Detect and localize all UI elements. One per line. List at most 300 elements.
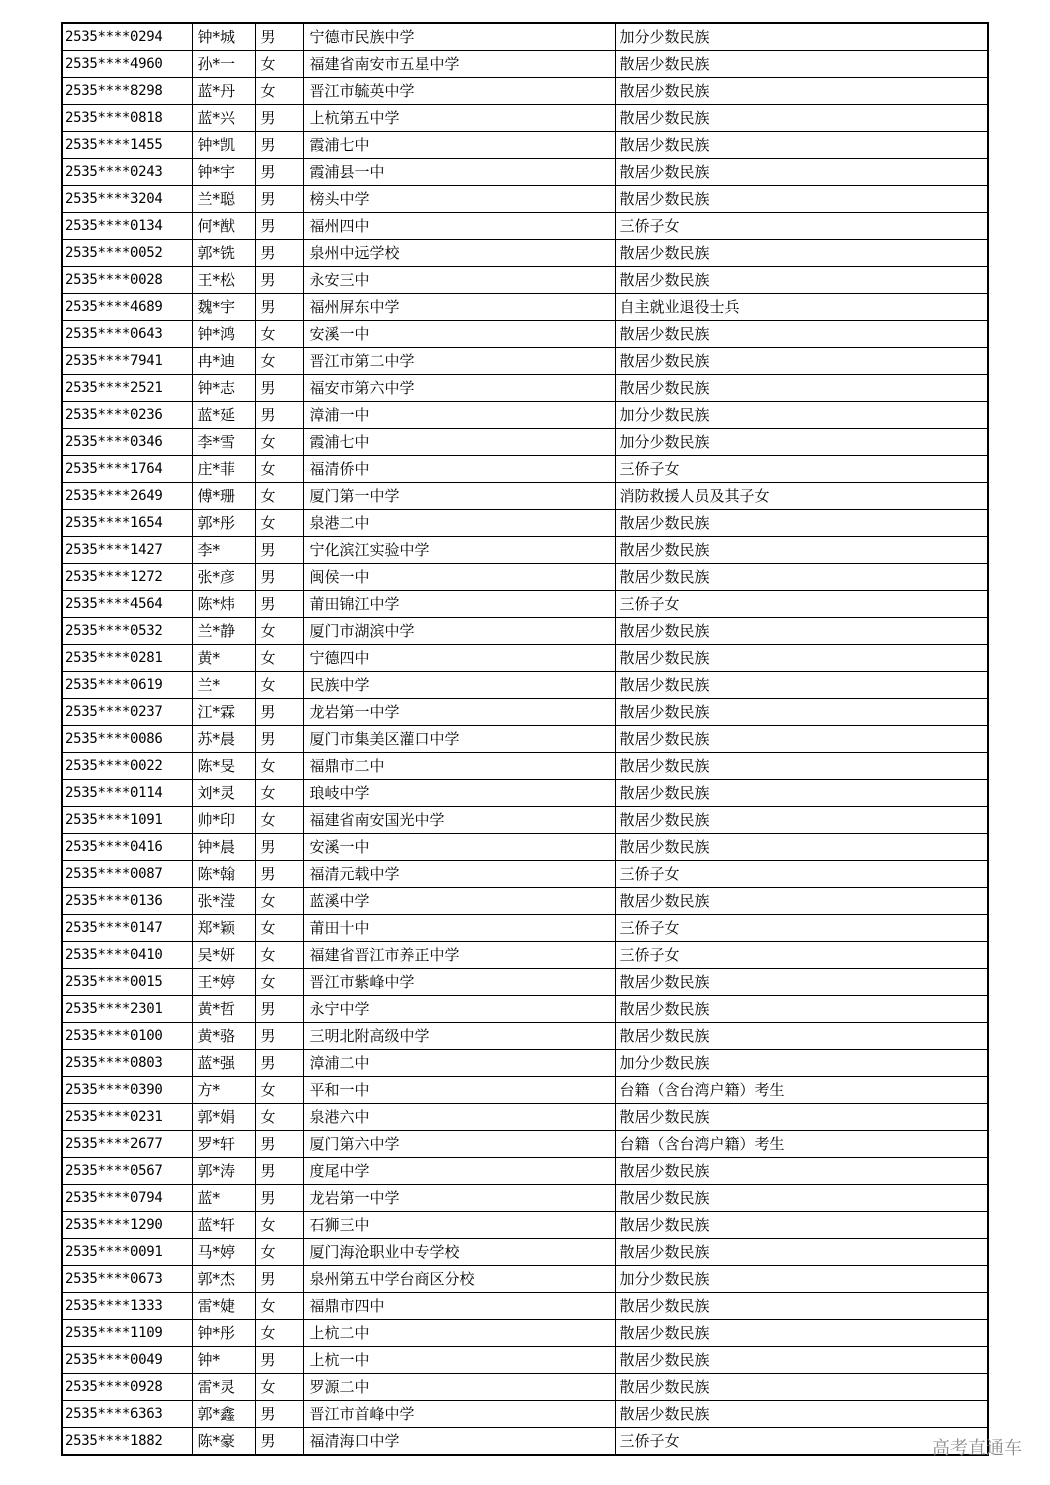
name-cell: 帅*印 [192, 807, 255, 834]
table-row [62, 753, 988, 780]
name-cell: 钟* [192, 1347, 255, 1374]
category-cell: 加分少数民族 [615, 23, 988, 51]
table-row [62, 105, 988, 132]
name-cell: 钟*志 [192, 375, 255, 402]
category-cell: 散居少数民族 [615, 726, 988, 753]
school-cell: 上杭二中 [303, 1320, 615, 1347]
table-row [62, 888, 988, 915]
school-cell: 榜头中学 [303, 186, 615, 213]
table-row [62, 1185, 988, 1212]
exam-number-cell: 2535****4689 [62, 294, 192, 321]
category-cell: 散居少数民族 [615, 672, 988, 699]
exam-number-cell: 2535****0928 [62, 1374, 192, 1401]
name-cell: 何*猷 [192, 213, 255, 240]
gender-cell: 男 [255, 213, 303, 240]
exam-number-cell: 2535****6363 [62, 1401, 192, 1428]
school-cell: 上杭一中 [303, 1347, 615, 1374]
table-row [62, 618, 988, 645]
category-cell: 散居少数民族 [615, 1212, 988, 1239]
gender-cell: 女 [255, 1293, 303, 1320]
category-cell: 散居少数民族 [615, 105, 988, 132]
category-cell: 散居少数民族 [615, 645, 988, 672]
name-cell: 王*松 [192, 267, 255, 294]
name-cell: 刘*灵 [192, 780, 255, 807]
exam-number-cell: 2535****4960 [62, 51, 192, 78]
table-row [62, 321, 988, 348]
exam-number-cell: 2535****0231 [62, 1104, 192, 1131]
category-cell: 散居少数民族 [615, 1185, 988, 1212]
school-cell: 泉州第五中学台商区分校 [303, 1266, 615, 1293]
school-cell: 福清海口中学 [303, 1428, 615, 1456]
table-row [62, 861, 988, 888]
category-cell: 散居少数民族 [615, 321, 988, 348]
gender-cell: 女 [255, 483, 303, 510]
exam-number-cell: 2535****0022 [62, 753, 192, 780]
school-cell: 宁德四中 [303, 645, 615, 672]
name-cell: 冉*迪 [192, 348, 255, 375]
exam-number-cell: 2535****1427 [62, 537, 192, 564]
name-cell: 陈*翰 [192, 861, 255, 888]
name-cell: 郭*鑫 [192, 1401, 255, 1428]
category-cell: 散居少数民族 [615, 753, 988, 780]
school-cell: 厦门第六中学 [303, 1131, 615, 1158]
school-cell: 闽侯一中 [303, 564, 615, 591]
gender-cell: 女 [255, 51, 303, 78]
gender-cell: 男 [255, 1401, 303, 1428]
gender-cell: 女 [255, 510, 303, 537]
name-cell: 苏*晨 [192, 726, 255, 753]
table-row [62, 969, 988, 996]
school-cell: 度尾中学 [303, 1158, 615, 1185]
category-cell: 散居少数民族 [615, 1347, 988, 1374]
school-cell: 厦门市湖滨中学 [303, 618, 615, 645]
category-cell: 散居少数民族 [615, 564, 988, 591]
exam-number-cell: 2535****0028 [62, 267, 192, 294]
gender-cell: 女 [255, 78, 303, 105]
name-cell: 蓝*延 [192, 402, 255, 429]
name-cell: 黄*骆 [192, 1023, 255, 1050]
exam-number-cell: 2535****0346 [62, 429, 192, 456]
name-cell: 郑*颖 [192, 915, 255, 942]
gender-cell: 男 [255, 159, 303, 186]
school-cell: 蓝溪中学 [303, 888, 615, 915]
name-cell: 傅*珊 [192, 483, 255, 510]
gender-cell: 男 [255, 132, 303, 159]
table-row [62, 429, 988, 456]
category-cell: 加分少数民族 [615, 1050, 988, 1077]
category-cell: 台籍（含台湾户籍）考生 [615, 1077, 988, 1104]
table-row [62, 1104, 988, 1131]
gender-cell: 女 [255, 618, 303, 645]
category-cell: 三侨子女 [615, 915, 988, 942]
exam-number-cell: 2535****0567 [62, 1158, 192, 1185]
table-row [62, 132, 988, 159]
exam-number-cell: 2535****8298 [62, 78, 192, 105]
school-cell: 福建省晋江市养正中学 [303, 942, 615, 969]
name-cell: 钟*凯 [192, 132, 255, 159]
category-cell: 散居少数民族 [615, 186, 988, 213]
table-row [62, 699, 988, 726]
table-row [62, 537, 988, 564]
school-cell: 三明北附高级中学 [303, 1023, 615, 1050]
exam-number-cell: 2535****0236 [62, 402, 192, 429]
category-cell: 散居少数民族 [615, 1239, 988, 1266]
gender-cell: 男 [255, 375, 303, 402]
name-cell: 黄*哲 [192, 996, 255, 1023]
exam-number-cell: 2535****1654 [62, 510, 192, 537]
table-row [62, 564, 988, 591]
exam-number-cell: 2535****0136 [62, 888, 192, 915]
exam-number-cell: 2535****0410 [62, 942, 192, 969]
table-row [62, 159, 988, 186]
exam-number-cell: 2535****1272 [62, 564, 192, 591]
gender-cell: 男 [255, 294, 303, 321]
table-row [62, 1023, 988, 1050]
exam-number-cell: 2535****1290 [62, 1212, 192, 1239]
name-cell: 陈*豪 [192, 1428, 255, 1456]
exam-number-cell: 2535****0052 [62, 240, 192, 267]
name-cell: 郭*铣 [192, 240, 255, 267]
name-cell: 雷*婕 [192, 1293, 255, 1320]
table-row [62, 834, 988, 861]
exam-number-cell: 2535****0818 [62, 105, 192, 132]
exam-number-cell: 2535****1882 [62, 1428, 192, 1456]
exam-number-cell: 2535****2649 [62, 483, 192, 510]
school-cell: 安溪一中 [303, 834, 615, 861]
exam-number-cell: 2535****0794 [62, 1185, 192, 1212]
category-cell: 消防救援人员及其子女 [615, 483, 988, 510]
watermark-text: 高考直通车 [932, 1438, 1022, 1459]
name-cell: 吴*妍 [192, 942, 255, 969]
gender-cell: 女 [255, 348, 303, 375]
name-cell: 蓝*强 [192, 1050, 255, 1077]
name-cell: 李* [192, 537, 255, 564]
exam-number-cell: 2535****1764 [62, 456, 192, 483]
school-cell: 莆田十中 [303, 915, 615, 942]
exam-number-cell: 2535****0281 [62, 645, 192, 672]
category-cell: 散居少数民族 [615, 888, 988, 915]
table-row [62, 240, 988, 267]
gender-cell: 男 [255, 699, 303, 726]
exam-number-cell: 2535****0643 [62, 321, 192, 348]
category-cell: 散居少数民族 [615, 834, 988, 861]
school-cell: 泉港六中 [303, 1104, 615, 1131]
name-cell: 兰*聪 [192, 186, 255, 213]
table-row [62, 1347, 988, 1374]
school-cell: 龙岩第一中学 [303, 1185, 615, 1212]
gender-cell: 男 [255, 564, 303, 591]
exam-number-cell: 2535****0015 [62, 969, 192, 996]
category-cell: 散居少数民族 [615, 1401, 988, 1428]
table-row [62, 402, 988, 429]
exam-number-cell: 2535****0532 [62, 618, 192, 645]
gender-cell: 男 [255, 23, 303, 51]
school-cell: 福州屏东中学 [303, 294, 615, 321]
gender-cell: 女 [255, 1212, 303, 1239]
table-row [62, 456, 988, 483]
school-cell: 福鼎市二中 [303, 753, 615, 780]
gender-cell: 女 [255, 942, 303, 969]
category-cell: 散居少数民族 [615, 78, 988, 105]
school-cell: 安溪一中 [303, 321, 615, 348]
name-cell: 方* [192, 1077, 255, 1104]
name-cell: 陈*旻 [192, 753, 255, 780]
school-cell: 福建省南安市五星中学 [303, 51, 615, 78]
table-row [62, 672, 988, 699]
table-row [62, 942, 988, 969]
table-row [62, 1428, 988, 1456]
table-row [62, 807, 988, 834]
exam-number-cell: 2535****0390 [62, 1077, 192, 1104]
table-row [62, 375, 988, 402]
exam-number-cell: 2535****0134 [62, 213, 192, 240]
exam-number-cell: 2535****1091 [62, 807, 192, 834]
gender-cell: 男 [255, 591, 303, 618]
category-cell: 三侨子女 [615, 456, 988, 483]
table-row [62, 267, 988, 294]
category-cell: 散居少数民族 [615, 537, 988, 564]
category-cell: 三侨子女 [615, 591, 988, 618]
school-cell: 厦门第一中学 [303, 483, 615, 510]
gender-cell: 女 [255, 1320, 303, 1347]
name-cell: 蓝*兴 [192, 105, 255, 132]
gender-cell: 男 [255, 1266, 303, 1293]
category-cell: 散居少数民族 [615, 375, 988, 402]
name-cell: 蓝*丹 [192, 78, 255, 105]
gender-cell: 女 [255, 1239, 303, 1266]
exam-number-cell: 2535****1109 [62, 1320, 192, 1347]
exam-number-cell: 2535****2521 [62, 375, 192, 402]
school-cell: 泉港二中 [303, 510, 615, 537]
category-cell: 三侨子女 [615, 1428, 988, 1456]
school-cell: 晋江市第二中学 [303, 348, 615, 375]
category-cell: 加分少数民族 [615, 1266, 988, 1293]
gender-cell: 男 [255, 861, 303, 888]
table-body [62, 23, 988, 1455]
school-cell: 福州四中 [303, 213, 615, 240]
table-row [62, 996, 988, 1023]
school-cell: 福清侨中 [303, 456, 615, 483]
gender-cell: 女 [255, 645, 303, 672]
gender-cell: 女 [255, 915, 303, 942]
exam-number-cell: 2535****3204 [62, 186, 192, 213]
exam-number-cell: 2535****1455 [62, 132, 192, 159]
name-cell: 钟*鸿 [192, 321, 255, 348]
school-cell: 福安市第六中学 [303, 375, 615, 402]
name-cell: 郭*彤 [192, 510, 255, 537]
category-cell: 散居少数民族 [615, 1374, 988, 1401]
name-cell: 庄*菲 [192, 456, 255, 483]
category-cell: 散居少数民族 [615, 1104, 988, 1131]
name-cell: 马*婷 [192, 1239, 255, 1266]
name-cell: 黄* [192, 645, 255, 672]
school-cell: 厦门市集美区灌口中学 [303, 726, 615, 753]
gender-cell: 男 [255, 105, 303, 132]
name-cell: 雷*灵 [192, 1374, 255, 1401]
category-cell: 散居少数民族 [615, 348, 988, 375]
category-cell: 自主就业退役士兵 [615, 294, 988, 321]
category-cell: 散居少数民族 [615, 1023, 988, 1050]
table-row [62, 1266, 988, 1293]
exam-number-cell: 2535****0294 [62, 23, 192, 51]
school-cell: 龙岩第一中学 [303, 699, 615, 726]
category-cell: 散居少数民族 [615, 780, 988, 807]
table-row [62, 726, 988, 753]
name-cell: 钟*城 [192, 23, 255, 51]
exam-number-cell: 2535****0087 [62, 861, 192, 888]
category-cell: 散居少数民族 [615, 267, 988, 294]
category-cell: 散居少数民族 [615, 132, 988, 159]
exam-number-cell: 2535****1333 [62, 1293, 192, 1320]
name-cell: 兰*静 [192, 618, 255, 645]
table-row [62, 186, 988, 213]
exam-number-cell: 2535****0049 [62, 1347, 192, 1374]
gender-cell: 男 [255, 1131, 303, 1158]
exam-number-cell: 2535****0114 [62, 780, 192, 807]
exam-number-cell: 2535****0673 [62, 1266, 192, 1293]
gender-cell: 男 [255, 240, 303, 267]
exam-number-cell: 2535****0091 [62, 1239, 192, 1266]
school-cell: 琅岐中学 [303, 780, 615, 807]
exam-number-cell: 2535****0237 [62, 699, 192, 726]
category-cell: 散居少数民族 [615, 618, 988, 645]
name-cell: 钟*晨 [192, 834, 255, 861]
category-cell: 散居少数民族 [615, 1293, 988, 1320]
school-cell: 福清元载中学 [303, 861, 615, 888]
table-row [62, 915, 988, 942]
school-cell: 永宁中学 [303, 996, 615, 1023]
table-row [62, 1293, 988, 1320]
table-row [62, 1050, 988, 1077]
gender-cell: 男 [255, 726, 303, 753]
school-cell: 福建省南安国光中学 [303, 807, 615, 834]
name-cell: 孙*一 [192, 51, 255, 78]
school-cell: 霞浦七中 [303, 132, 615, 159]
school-cell: 宁德市民族中学 [303, 23, 615, 51]
table-row [62, 1131, 988, 1158]
gender-cell: 男 [255, 402, 303, 429]
school-cell: 福鼎市四中 [303, 1293, 615, 1320]
table-row [62, 78, 988, 105]
table-row [62, 51, 988, 78]
table-row [62, 1077, 988, 1104]
exam-number-cell: 2535****0086 [62, 726, 192, 753]
table-row [62, 1158, 988, 1185]
school-cell: 平和一中 [303, 1077, 615, 1104]
school-cell: 漳浦一中 [303, 402, 615, 429]
name-cell: 张*彦 [192, 564, 255, 591]
name-cell: 罗*轩 [192, 1131, 255, 1158]
category-cell: 散居少数民族 [615, 240, 988, 267]
gender-cell: 男 [255, 996, 303, 1023]
gender-cell: 男 [255, 1050, 303, 1077]
school-cell: 上杭第五中学 [303, 105, 615, 132]
category-cell: 散居少数民族 [615, 51, 988, 78]
name-cell: 陈*炜 [192, 591, 255, 618]
candidate-table [61, 22, 989, 1456]
table-row [62, 1239, 988, 1266]
gender-cell: 女 [255, 1077, 303, 1104]
school-cell: 霞浦七中 [303, 429, 615, 456]
category-cell: 三侨子女 [615, 861, 988, 888]
gender-cell: 女 [255, 807, 303, 834]
exam-number-cell: 2535****4564 [62, 591, 192, 618]
table-row [62, 213, 988, 240]
gender-cell: 女 [255, 888, 303, 915]
table-row [62, 1374, 988, 1401]
exam-number-cell: 2535****0416 [62, 834, 192, 861]
school-cell: 晋江市紫峰中学 [303, 969, 615, 996]
exam-number-cell: 2535****0147 [62, 915, 192, 942]
gender-cell: 男 [255, 537, 303, 564]
exam-number-cell: 2535****7941 [62, 348, 192, 375]
table-row [62, 348, 988, 375]
school-cell: 永安三中 [303, 267, 615, 294]
school-cell: 宁化滨江实验中学 [303, 537, 615, 564]
category-cell: 台籍（含台湾户籍）考生 [615, 1131, 988, 1158]
gender-cell: 女 [255, 780, 303, 807]
table-row [62, 483, 988, 510]
name-cell: 蓝*轩 [192, 1212, 255, 1239]
gender-cell: 女 [255, 672, 303, 699]
school-cell: 莆田锦江中学 [303, 591, 615, 618]
gender-cell: 女 [255, 456, 303, 483]
school-cell: 厦门海沧职业中专学校 [303, 1239, 615, 1266]
category-cell: 三侨子女 [615, 213, 988, 240]
table-row [62, 23, 988, 51]
table-row [62, 510, 988, 537]
name-cell: 魏*宇 [192, 294, 255, 321]
school-cell: 漳浦二中 [303, 1050, 615, 1077]
category-cell: 散居少数民族 [615, 699, 988, 726]
school-cell: 民族中学 [303, 672, 615, 699]
category-cell: 三侨子女 [615, 942, 988, 969]
name-cell: 郭*涛 [192, 1158, 255, 1185]
category-cell: 散居少数民族 [615, 159, 988, 186]
gender-cell: 女 [255, 753, 303, 780]
name-cell: 王*婷 [192, 969, 255, 996]
exam-number-cell: 2535****0100 [62, 1023, 192, 1050]
gender-cell: 男 [255, 267, 303, 294]
name-cell: 郭*娟 [192, 1104, 255, 1131]
category-cell: 散居少数民族 [615, 510, 988, 537]
name-cell: 钟*宇 [192, 159, 255, 186]
gender-cell: 男 [255, 186, 303, 213]
name-cell: 蓝* [192, 1185, 255, 1212]
table-row [62, 780, 988, 807]
gender-cell: 男 [255, 834, 303, 861]
gender-cell: 女 [255, 429, 303, 456]
name-cell: 郭*杰 [192, 1266, 255, 1293]
school-cell: 晋江市首峰中学 [303, 1401, 615, 1428]
gender-cell: 女 [255, 1374, 303, 1401]
school-cell: 霞浦县一中 [303, 159, 615, 186]
gender-cell: 女 [255, 321, 303, 348]
category-cell: 散居少数民族 [615, 969, 988, 996]
name-cell: 兰* [192, 672, 255, 699]
category-cell: 散居少数民族 [615, 996, 988, 1023]
exam-number-cell: 2535****2301 [62, 996, 192, 1023]
gender-cell: 男 [255, 1158, 303, 1185]
category-cell: 加分少数民族 [615, 402, 988, 429]
exam-number-cell: 2535****0243 [62, 159, 192, 186]
name-cell: 李*雪 [192, 429, 255, 456]
name-cell: 钟*彤 [192, 1320, 255, 1347]
school-cell: 晋江市毓英中学 [303, 78, 615, 105]
table-row [62, 645, 988, 672]
table-row [62, 1320, 988, 1347]
name-cell: 江*霖 [192, 699, 255, 726]
